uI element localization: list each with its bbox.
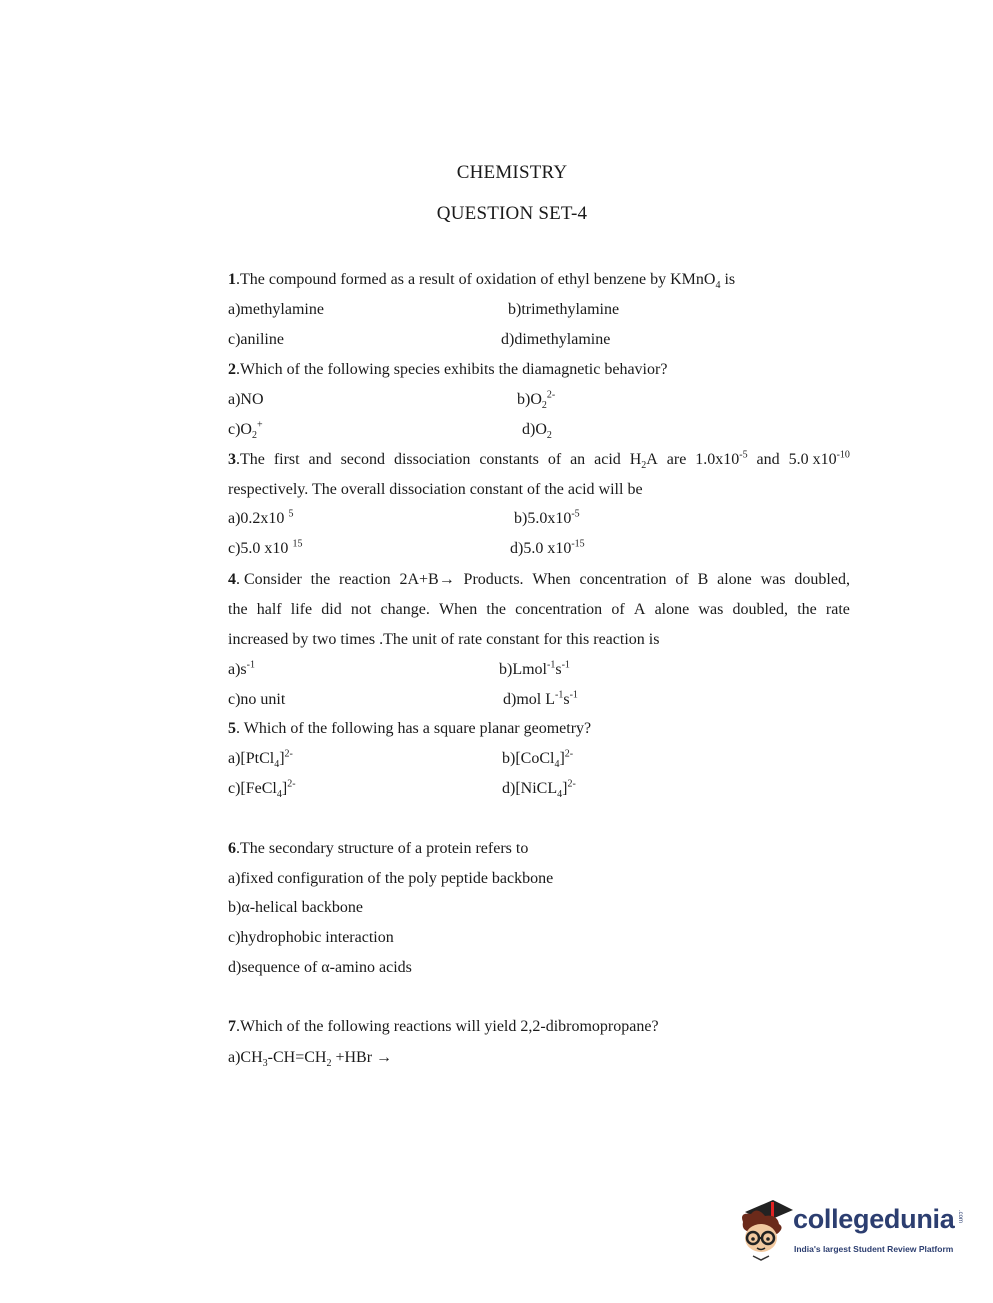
- question-3-line-2: respectively. The overall dissociation constant of the acid will be: [228, 481, 643, 498]
- option-c: c)[FeCl$_4$]$^{2-}$: [228, 778, 296, 801]
- option-c: c)hydrophobic interaction: [228, 929, 394, 946]
- option-a: a)methylamine: [228, 301, 324, 318]
- question-5: 5. Which of the following has a square planar geometry?: [228, 720, 592, 737]
- option-d: d)dimethylamine: [501, 331, 611, 348]
- logo-com: .com: [957, 1210, 963, 1224]
- question-number: 1: [228, 271, 236, 288]
- question-3-line-1: 3.The first and second dissociation constants of an acid $H_2A$ are $1.0x10^{-5}$ and 5.0 $x10^{-10}$: [228, 449, 850, 472]
- option-d: d)[NiCL$_4$]$^{2-}$: [502, 778, 576, 801]
- logo-tagline: India's largest Student Review Platform: [794, 1244, 954, 1254]
- logo-wordmark: collegedunia: [793, 1204, 955, 1234]
- option-b: b)[CoCl$_4$]$^{2-}$: [502, 748, 574, 771]
- question-number: 3: [228, 451, 236, 468]
- option-b: $b)O_2^{2-}$: [517, 389, 556, 412]
- option-b: $b)Lmol^{-1}s^{-1}$: [499, 659, 570, 678]
- option-a: a)NO: [228, 391, 264, 408]
- question-4-line-3: increased by two times .The unit of rate constant for this reaction is: [228, 631, 660, 648]
- question-number: 2: [228, 361, 236, 378]
- question-2: 2.Which of the following species exhibits the diamagnetic behavior?: [228, 361, 668, 378]
- option-d: d)mol $L^{-1}s^{-1}$: [503, 689, 578, 708]
- question-1: 1.The compound formed as a result of oxidation of ethyl benzene by KMnO$_4$ is: [228, 271, 736, 292]
- option-a: a)fixed configuration of the poly peptide backbone: [228, 870, 554, 887]
- mascot-icon: [735, 1198, 795, 1268]
- question-set-title: QUESTION SET-4: [436, 203, 588, 224]
- question-7: 7.Which of the following reactions will yield 2,2-dibromopropane?: [228, 1018, 659, 1035]
- option-c: c)aniline: [228, 331, 284, 348]
- option-c: c)5.0 x10 $^{15}$: [228, 538, 303, 557]
- option-d: d)5.0 $x10^{-15}$: [510, 538, 585, 557]
- option-b: b)trimethylamine: [508, 301, 620, 318]
- option-a: a)[PtCl$_4$]$^{2-}$: [228, 748, 293, 771]
- option-a: $a)CH_3-CH=CH_2 +HBr$ →: [228, 1049, 393, 1070]
- question-number: 5: [228, 720, 236, 737]
- option-b: b)α-helical backbone: [228, 899, 363, 916]
- question-4-line-1: 4. Consider the reaction 2A+B→ Products. When concentration of B alone was doubled,: [228, 571, 850, 588]
- option-a: a)0.2x10 $^5$: [228, 508, 294, 527]
- question-number: 4: [228, 571, 236, 588]
- option-c: c)no unit: [228, 691, 286, 708]
- option-b: $b)5.0x10^{-5}$: [514, 508, 580, 527]
- question-6: 6.The secondary structure of a protein refers to: [228, 840, 529, 857]
- option-d: d)sequence of α-amino acids: [228, 959, 412, 976]
- question-number: 6: [228, 840, 236, 857]
- question-4-line-2: the half life did not change. When the concentration of A alone was doubled, the rate: [228, 601, 850, 618]
- collegedunia-logo[interactable]: [735, 1198, 965, 1268]
- option-d: $d)O_2$: [522, 421, 552, 442]
- document-title: CHEMISTRY: [456, 162, 568, 183]
- option-a: $a)s^{-1}$: [228, 659, 255, 678]
- option-c: $c)O_2^+$: [228, 419, 263, 442]
- question-number: 7: [228, 1018, 236, 1035]
